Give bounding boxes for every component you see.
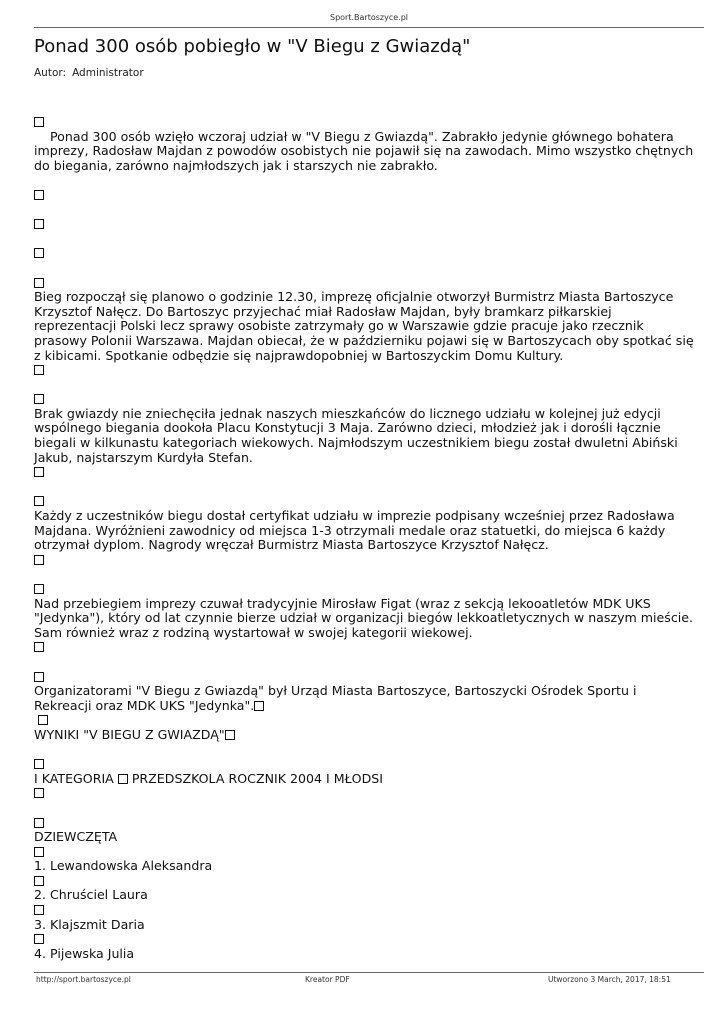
result-item: 2. Chruściel Laura [34,887,148,903]
missing-glyph-icon [34,117,44,127]
result-item: 4. Pijewska Julia [34,945,135,961]
paragraph-6 [34,684,694,713]
missing-glyph-icon [38,715,48,725]
missing-glyph-icon [34,248,44,258]
result-item: 3. Klajszmit Daria [34,916,145,932]
missing-glyph-icon [34,219,44,229]
site-header: Sport.Bartoszyce.pl [330,13,408,22]
page-title: Ponad 300 osób pobiegło w "V Biegu z Gwiazdą" [34,36,471,57]
footer-generator: Kreator PDF [305,975,350,984]
missing-glyph-icon [34,642,44,652]
missing-glyph-icon [254,701,264,711]
category-label: I KATEGORIA [34,770,114,786]
missing-glyph-icon [225,730,235,740]
missing-glyph-icon [34,467,44,477]
results-heading [34,728,694,743]
missing-glyph-icon [34,788,44,798]
paragraph-1 [34,130,694,174]
missing-glyph-icon [34,934,44,944]
paragraph-5: Nad przebiegiem imprezy czuwał tradycyjnie Mirosław Figat (wraz z sekcją lekooatletów MDK UKS "Jedynka"), który od lat czynnie bierze udział w organizacji biegów lekkoatletycznych w naszym mieście. Sam również wraz z rodziną wystartował w swojej kategorii wiekowej. [34,595,694,640]
author-name: Administrator [72,67,144,79]
missing-glyph-icon [34,394,44,404]
category-name: PRZEDSZKOLA ROCZNIK 2004 I MŁODSI [131,770,383,786]
missing-glyph-icon [34,759,44,769]
missing-glyph-icon [34,190,44,200]
paragraph-3: Brak gwiazdy nie zniechęciła jednak naszych mieszkańców do licznego udziału w kolejnej już edycji wspólnego biegania dookoła Placu Konstytucji 3 Maja. Zarówno dzieci, młodzież jak i dorośli łącznie biegali w kilkunastu kategoriach wiekowych. Najmłodszym uczestnikiem biegu został dwuletni Abiński Jakub, najstarszym Kurdyła Stefan. [34,405,678,465]
result-item: 1. Lewandowska Aleksandra [34,858,213,874]
paragraph-1-text: Ponad 300 osób wzięło wczoraj udział w "V Biegu z Gwiazdą". Zabrakło jedynie głównego bohatera imprezy, Radosław Majdan z powodów osobistych nie pojawił się na zawodach. Mimo wszystko chętnych do biegania, zarówno najmłodszych jak i starszych nie zabrakło. [34,128,694,173]
missing-glyph-icon [34,847,44,857]
results-heading-text: WYNIKI "V BIEGU Z GWIAZDĄ" [34,726,225,742]
missing-glyph-icon [34,905,44,915]
missing-glyph-icon [34,876,44,886]
missing-glyph-icon [34,818,44,828]
footer-created: Utworzono 3 March, 2017, 18:51 [548,975,671,984]
missing-glyph-icon [34,672,44,682]
footer-url: http://sport.bartoszyce.pl [36,975,131,984]
paragraph-4: Każdy z uczestników biegu dostał certyfikat udziału w imprezie podpisany wcześniej przez Radosława Majdana. Wyróżnieni zawodnicy od miejsca 1-3 otrzymali medale oraz statuetki, do miejsca 6 każdy otrzymał dyplom. Nagrody wręczał Burmistrz Miasta Bartoszyce Krzysztof Nałęcz. [34,508,675,553]
author-line [34,67,144,79]
group-heading: DZIEWCZĘTA [34,829,118,845]
missing-glyph-icon [118,774,128,784]
article-body [34,115,694,961]
missing-glyph-icon [34,555,44,565]
missing-glyph-icon [34,496,44,506]
footer-rule [34,972,704,973]
missing-glyph-icon [34,584,44,594]
paragraph-6-text: Organizatorami "V Biegu z Gwiazdą" był Urząd Miasta Bartoszyce, Bartoszycki Ośrodek Sportu i Rekreacji oraz MDK UKS "Jedynka". [34,683,637,713]
category-line [34,772,694,787]
missing-glyph-icon [34,278,44,288]
paragraph-2: Bieg rozpoczął się planowo o godzinie 12.30, imprezę oficjalnie otworzył Burmistrz Miasta Bartoszyce Krzysztof Nałęcz. Do Bartoszyc przyjechać miał Radosław Majdan, były bramkarz piłkarskiej reprezentacji Polski lecz sprawy osobiste zatrzymały go w Warszawie gdzie pracuje jako rzecznik prasowy Polonii Warszawa. Majdan obiecał, że w październiku pojawi się w Bartoszycach oby spotkać się z kibicami. Spotkanie odbędzie się najprawdopobniej w Bartoszyckim Domu Kultury. [34,289,694,363]
author-label: Autor: [34,67,67,79]
missing-glyph-icon [34,365,44,375]
header-rule [34,27,704,28]
